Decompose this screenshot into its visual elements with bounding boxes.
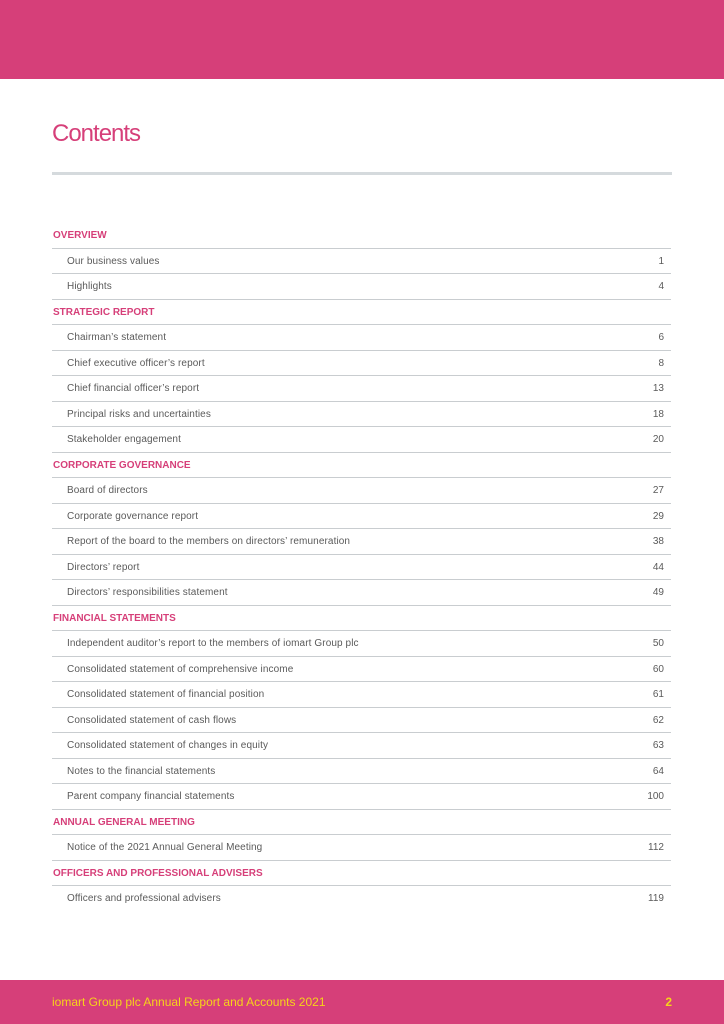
- toc-entry-page: 38: [652, 536, 664, 547]
- toc-entry[interactable]: [52, 631, 671, 657]
- toc-entry-page: 50: [652, 638, 664, 649]
- toc-entry-page: 63: [652, 740, 664, 751]
- toc-entry-page: 112: [648, 842, 664, 853]
- toc-entry-page: 29: [652, 510, 664, 522]
- toc-entry[interactable]: [52, 274, 671, 300]
- toc-entry-label: Chief financial officer’s report: [67, 383, 200, 394]
- toc-entry-page: 4: [658, 281, 664, 292]
- toc-entry-label: Consolidated statement of financial position: [67, 689, 265, 700]
- toc-entry-label: Corporate governance report: [67, 510, 199, 522]
- toc-entry-label: Consolidated statement of comprehensive income: [67, 663, 294, 675]
- toc-entry-label: Board of directors: [67, 485, 148, 496]
- toc-section-heading: OFFICERS AND PROFESSIONAL ADVISERS: [52, 861, 671, 887]
- toc-entry-label: Parent company financial statements: [67, 791, 235, 802]
- toc-entry-label: Principal risks and uncertainties: [67, 408, 211, 420]
- toc-entry-page: 62: [652, 714, 664, 726]
- page-title: Contents: [52, 120, 141, 147]
- title-divider: [52, 172, 672, 175]
- footer-title: iomart Group plc Annual Report and Accounts 2021: [52, 995, 326, 1009]
- toc-entry-page: 6: [658, 332, 664, 343]
- toc-entry[interactable]: [52, 376, 671, 402]
- toc-entry[interactable]: [52, 733, 671, 759]
- toc-entry[interactable]: [52, 886, 671, 912]
- toc-entry-label: Stakeholder engagement: [67, 434, 181, 445]
- toc-entry[interactable]: [52, 249, 671, 275]
- toc-entry-label: Our business values: [67, 255, 160, 267]
- toc-entry[interactable]: [52, 784, 671, 810]
- toc-entry[interactable]: [52, 427, 671, 453]
- toc-entry-label: Directors’ responsibilities statement: [67, 587, 228, 598]
- toc-entry[interactable]: [52, 682, 671, 708]
- toc-entry-label: Chairman’s statement: [67, 332, 167, 343]
- toc-entry-page: 44: [652, 561, 664, 573]
- toc-entry-page: 27: [652, 485, 664, 496]
- toc-entry-page: 1: [658, 255, 664, 267]
- toc-entry-page: 61: [652, 689, 664, 700]
- toc-entry[interactable]: [52, 555, 671, 581]
- toc-entry[interactable]: [52, 325, 671, 351]
- toc-entry-page: 119: [648, 893, 664, 904]
- page-number: 2: [665, 995, 672, 1009]
- toc-entry-label: Chief executive officer’s report: [67, 357, 205, 369]
- toc-entry-page: 49: [652, 587, 664, 598]
- toc-entry[interactable]: [52, 351, 671, 377]
- toc-entry-page: 18: [652, 408, 664, 420]
- toc-section-heading: CORPORATE GOVERNANCE: [52, 453, 671, 479]
- header-band: [0, 0, 724, 79]
- toc-entry-label: Officers and professional advisers: [67, 893, 221, 904]
- toc-entry[interactable]: [52, 708, 671, 734]
- footer-band: [0, 980, 724, 1024]
- toc-entry-page: 60: [652, 663, 664, 675]
- table-of-contents: [52, 223, 671, 912]
- toc-section-heading: ANNUAL GENERAL MEETING: [52, 810, 671, 836]
- toc-section-heading: FINANCIAL STATEMENTS: [52, 606, 671, 632]
- toc-entry-label: Report of the board to the members on directors’ remuneration: [67, 536, 351, 547]
- toc-entry-label: Notice of the 2021 Annual General Meeting: [67, 842, 263, 853]
- toc-entry-page: 8: [658, 357, 664, 369]
- toc-entry[interactable]: [52, 529, 671, 555]
- toc-entry[interactable]: [52, 835, 671, 861]
- toc-entry-page: 13: [652, 383, 664, 394]
- toc-entry-page: 64: [652, 765, 664, 777]
- toc-entry[interactable]: [52, 504, 671, 530]
- toc-section-heading: STRATEGIC REPORT: [52, 300, 671, 326]
- toc-entry-page: 20: [652, 434, 664, 445]
- toc-entry-label: Consolidated statement of changes in equity: [67, 740, 269, 751]
- toc-entry[interactable]: [52, 402, 671, 428]
- toc-entry-page: 100: [647, 791, 664, 802]
- toc-entry[interactable]: [52, 759, 671, 785]
- toc-entry[interactable]: [52, 580, 671, 606]
- toc-entry[interactable]: [52, 478, 671, 504]
- toc-section-heading: OVERVIEW: [52, 223, 671, 249]
- toc-entry-label: Highlights: [67, 281, 112, 292]
- toc-entry-label: Consolidated statement of cash flows: [67, 714, 237, 726]
- toc-entry-label: Independent auditor’s report to the members of iomart Group plc: [67, 638, 359, 649]
- toc-entry-label: Notes to the financial statements: [67, 765, 216, 777]
- toc-entry-label: Directors’ report: [67, 561, 140, 573]
- toc-entry[interactable]: [52, 657, 671, 683]
